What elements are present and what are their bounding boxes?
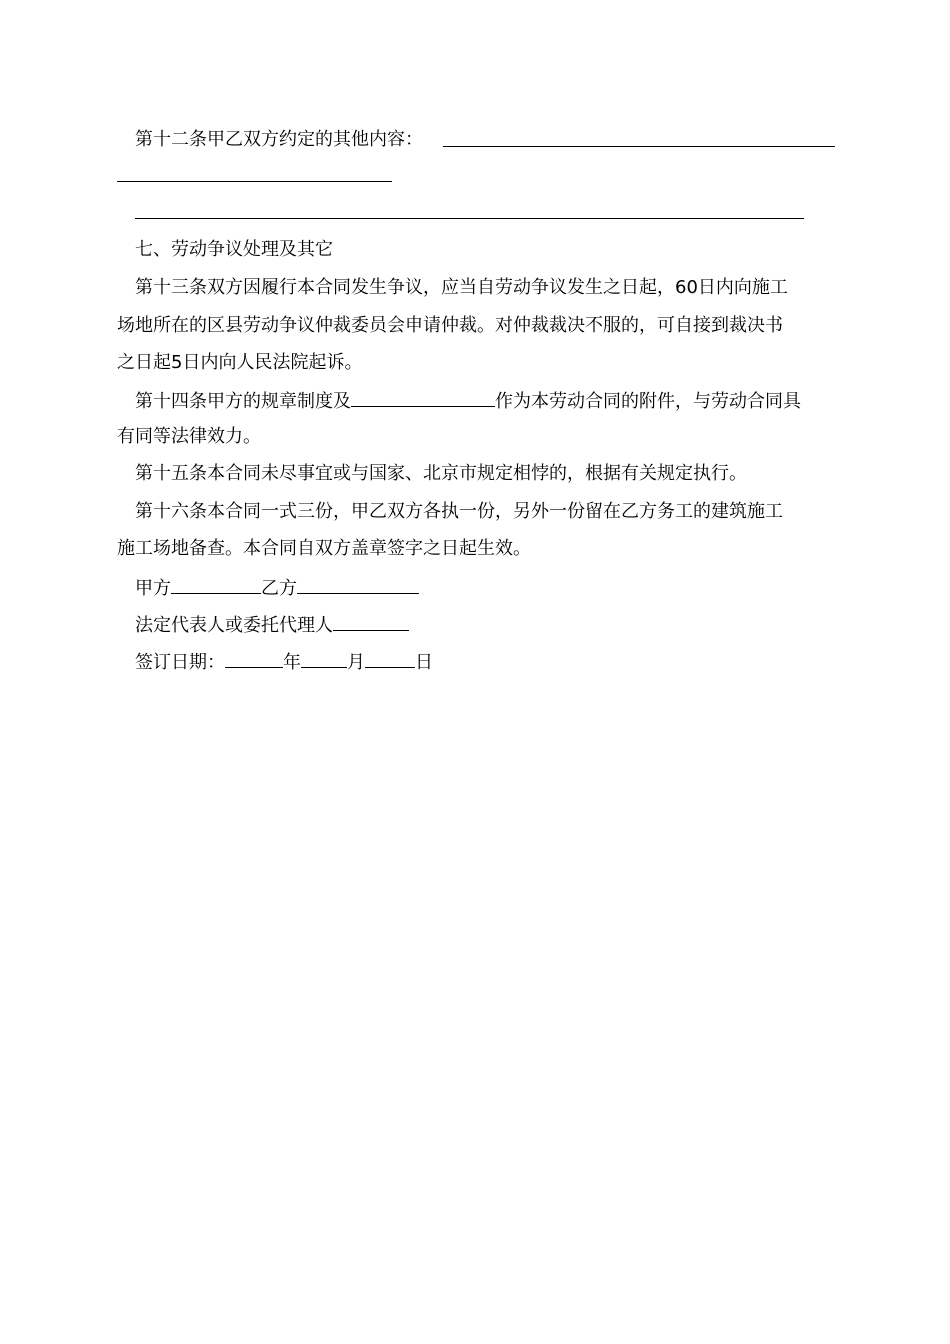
article-16-line-2: 施工场地备查。本合同自双方盖章签字之日起生效。 (117, 538, 531, 559)
signature-representative (135, 612, 409, 638)
article-14-text-after: 作为本劳动合同的附件，与劳动合同具 (495, 391, 801, 412)
article-14-text-before: 第十四条甲方的规章制度及 (135, 391, 351, 412)
article-14-line-1 (135, 388, 801, 414)
article-14-line-2: 有同等法律效力。 (117, 426, 261, 447)
article-12-text: 第十二条甲乙双方约定的其他内容： (135, 129, 423, 150)
year-label: 年 (283, 652, 301, 673)
month-label: 月 (347, 652, 365, 673)
article-16-line-1: 第十六条本合同一式三份，甲乙双方各执一份，另外一份留在乙方务工的建筑施工 (135, 501, 783, 522)
signature-date (135, 649, 433, 675)
day-blank (365, 649, 415, 668)
date-label: 签订日期： (135, 652, 225, 673)
article-13-line-1: 第十三条双方因履行本合同发生争议，应当自劳动争议发生之日起，60日内向施工 (135, 277, 788, 298)
section-7-heading: 七、劳动争议处理及其它 (135, 239, 333, 260)
party-a-blank (171, 575, 261, 594)
party-b-label: 乙方 (261, 578, 297, 599)
article-12-label (135, 128, 423, 152)
article-13-line-2: 场地所在的区县劳动争议仲裁委员会申请仲裁。对仲裁裁决不服的，可自接到裁决书 (117, 315, 783, 336)
party-b-blank (297, 575, 419, 594)
article-15-line-1: 第十五条本合同未尽事宜或与国家、北京市规定相悖的，根据有关规定执行。 (135, 463, 747, 484)
signature-parties (135, 575, 419, 601)
article-13-line-3: 之日起5日内向人民法院起诉。 (117, 352, 363, 373)
party-a-label: 甲方 (135, 578, 171, 599)
article-14-blank (351, 388, 495, 407)
article-12-blank-2 (117, 181, 392, 182)
representative-label: 法定代表人或委托代理人 (135, 615, 333, 636)
article-12-blank-3 (135, 218, 804, 219)
day-label: 日 (415, 652, 433, 673)
article-12-blank-1 (443, 146, 835, 147)
representative-blank (333, 612, 409, 631)
month-blank (301, 649, 347, 668)
year-blank (225, 649, 283, 668)
